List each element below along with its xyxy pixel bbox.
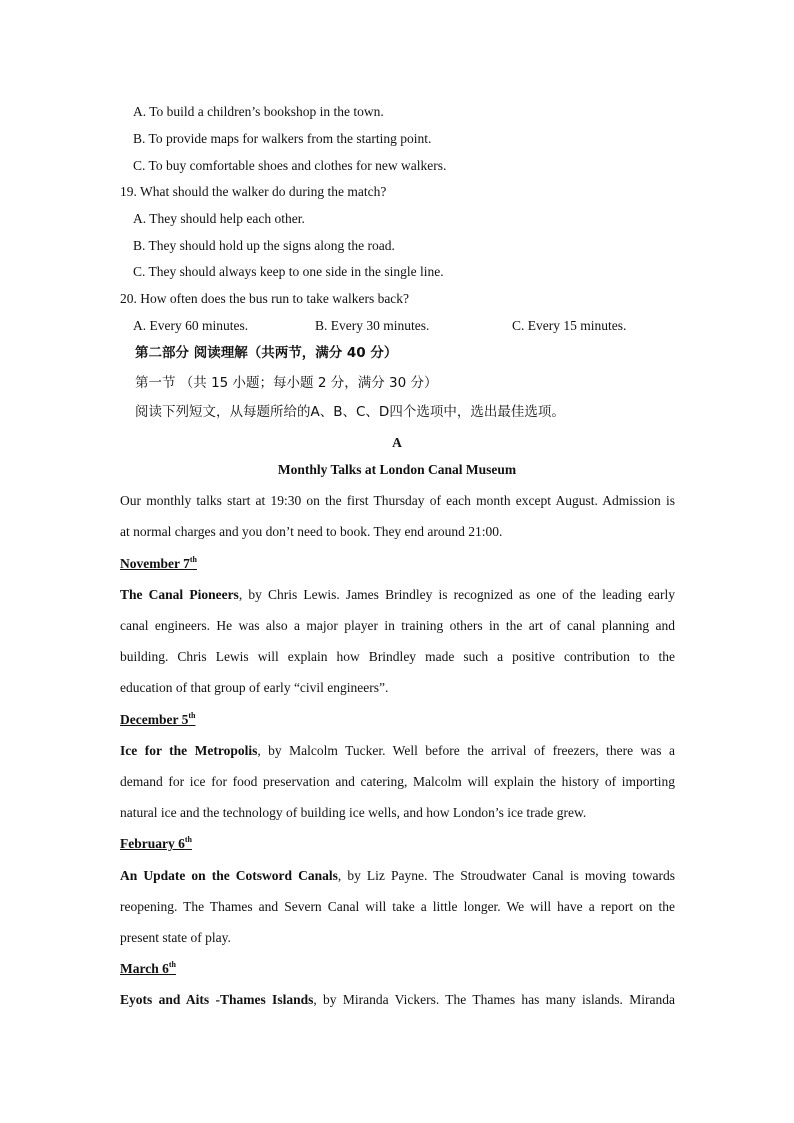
talk-line: Ice for the Metropolis, by Malcolm Tucker. Well before the arrival of freezers, there was a (120, 743, 675, 758)
talk-line: demand for ice for food preservation and catering, Malcolm will explain the history of importing (120, 774, 675, 789)
talk-line: natural ice and the technology of building ice wells, and how London’s ice trade grew. (120, 805, 587, 820)
talk-title: The Canal Pioneers (120, 587, 239, 602)
question-19: 19. What should the walker do during the match? (120, 184, 387, 199)
talk-line: present state of play. (120, 930, 231, 945)
option-c: C. Every 15 minutes. (512, 318, 627, 333)
option-b: B. They should hold up the signs along the road. (133, 238, 395, 253)
talk-title: Ice for the Metropolis (120, 743, 258, 758)
instructions: 阅读下列短文，从每题所给的A、B、C、D四个选项中，选出最佳选项。 (135, 404, 565, 420)
option-c: C. To buy comfortable shoes and clothes for new walkers. (133, 158, 447, 173)
talk-date: February 6th (120, 835, 192, 851)
part-title: 第二部分 阅读理解（共两节，满分 40 分） (135, 345, 398, 361)
section-title: 第一节 （共 15 小题；每小题 2 分，满分 30 分） (135, 375, 438, 391)
option-b: B. Every 30 minutes. (315, 318, 430, 333)
talk-line: canal engineers. He was also a major player in training others in the art of canal planning and (120, 618, 675, 633)
talk-title: An Update on the Cotsword Canals (120, 868, 338, 883)
talk-date: November 7th (120, 555, 197, 571)
intro-line: at normal charges and you don’t need to book. They end around 21:00. (120, 524, 503, 539)
talk-line: building. Chris Lewis will explain how Brindley made such a positive contribution to the (120, 649, 675, 664)
option-a: A. They should help each other. (133, 211, 305, 226)
option-a: A. To build a children’s bookshop in the town. (133, 104, 384, 119)
talk-line: education of that group of early “civil engineers”. (120, 680, 389, 695)
question-20: 20. How often does the bus run to take walkers back? (120, 291, 410, 306)
option-c: C. They should always keep to one side in the single line. (133, 264, 444, 279)
option-b: B. To provide maps for walkers from the starting point. (133, 131, 432, 146)
intro-line: Our monthly talks start at 19:30 on the first Thursday of each month except August. Admission is (120, 493, 675, 508)
passage-title: Monthly Talks at London Canal Museum (277, 462, 517, 477)
talk-line: An Update on the Cotsword Canals, by Liz Payne. The Stroudwater Canal is moving towards (120, 868, 675, 883)
talk-date: March 6th (120, 960, 176, 976)
talk-line: Eyots and Aits -Thames Islands, by Miranda Vickers. The Thames has many islands. Miranda (120, 992, 675, 1007)
talk-title: Eyots and Aits -Thames Islands (120, 992, 314, 1007)
talk-date: December 5th (120, 711, 196, 727)
talk-line: reopening. The Thames and Severn Canal will take a little longer. We will have a report on the (120, 899, 675, 914)
passage-label: A (392, 435, 402, 450)
option-a: A. Every 60 minutes. (133, 318, 249, 333)
talk-line: The Canal Pioneers, by Chris Lewis. James Brindley is recognized as one of the leading early (120, 587, 675, 602)
